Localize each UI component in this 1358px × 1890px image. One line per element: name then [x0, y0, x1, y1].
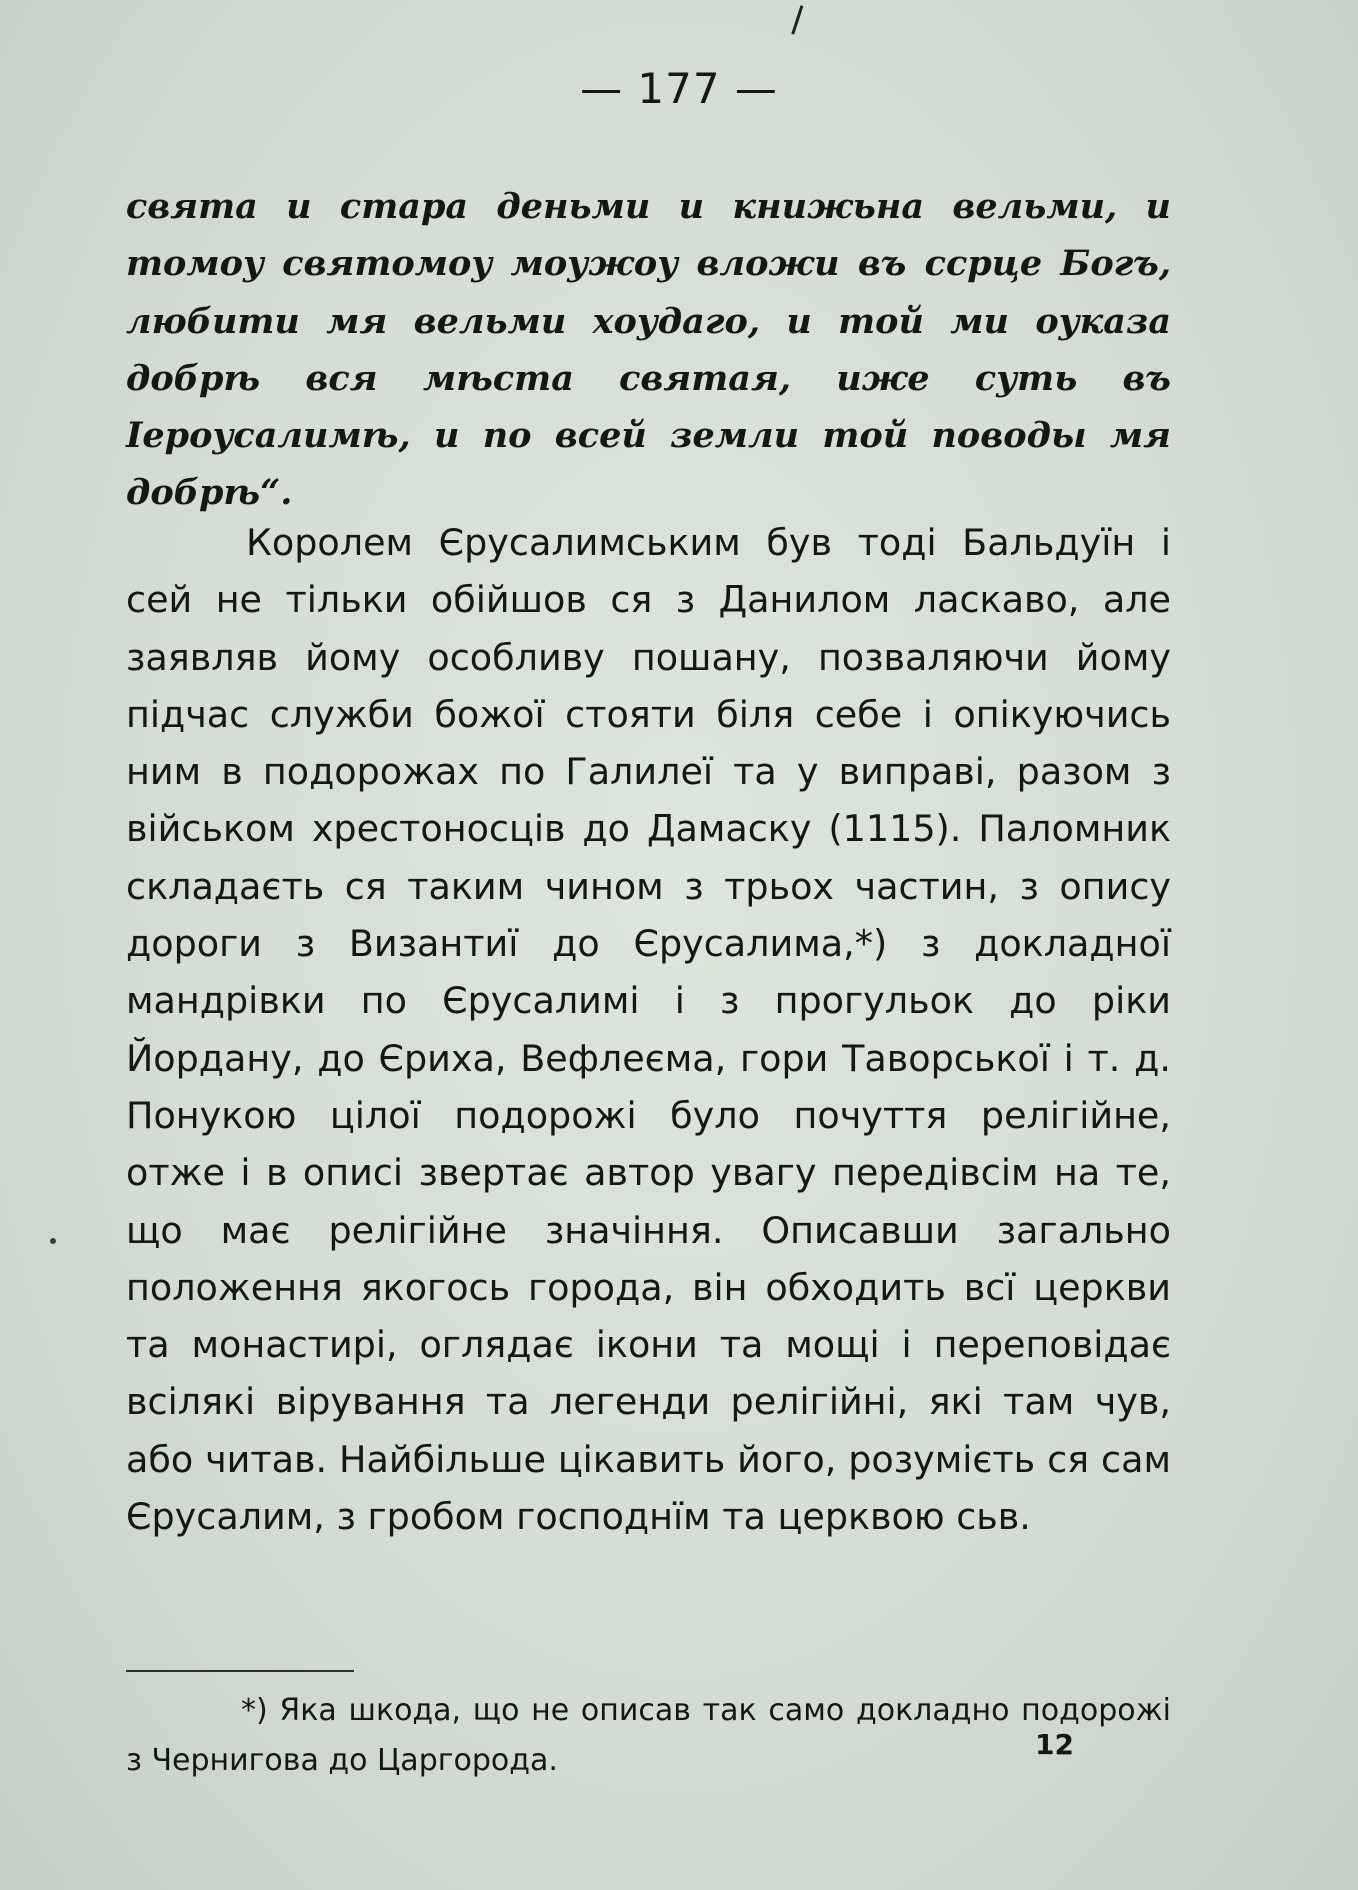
stray-ink-mark — [786, 3, 804, 34]
page-number: — 177 — — [580, 64, 778, 113]
old-church-slavonic-quote: свята и стара деньми и книжьна вельми, и томоу святомоу моужоу вложи въ ссрце Богъ, любити мя вельми хоудаго, и той ми оуказа добрѣ вся мѣста святая, иже суть въ Іероусалимѣ, и по всей земли той поводы мя добрѣ“. — [126, 186, 1171, 514]
footnote-separator — [126, 1670, 354, 1672]
paper-speck — [50, 1238, 56, 1244]
printer-signature-mark: 12 — [1035, 1728, 1074, 1761]
footnote: *) Яка шкода, що не описав так само докладно подорожі з Чернигова до Царгорода. — [126, 1693, 1171, 1778]
body-paragraph: Королем Єрусалимським був тоді Бальдуїн і сей не тільки обійшов ся з Данилом ласкаво, але заявляв йому особливу пошану, позваляючи йому підчас служби божої стояти біля себе і опікуючись ним в подорожах по Галилеї та у виправі, разом з військом хрестоносців до Дамаску (1115). Паломник складаєть ся таким чином з трьох частин, з опису дороги з Византиї до Єрусалима,*) з докладної мандрівки по Єрусалимі і з прогульок до ріки Йордану, до Єриха, Вефлеєма, гори Таворської і т. д. Понукою цілої подорожі було почуття релігійне, отже і в описі звертає автор увагу передівсім на те, що має релігійне значіння. Описавши загально положення якогось города, він обходить всї церкви та монастирі, оглядає ікони та мощі і переповідає всілякі вірування та легенди релігійні, які там чув, або читав. Найбільше цікавить його, розумієть ся сам Єрусалим, з гробом господнїм та церквою сьв. — [126, 521, 1171, 1539]
